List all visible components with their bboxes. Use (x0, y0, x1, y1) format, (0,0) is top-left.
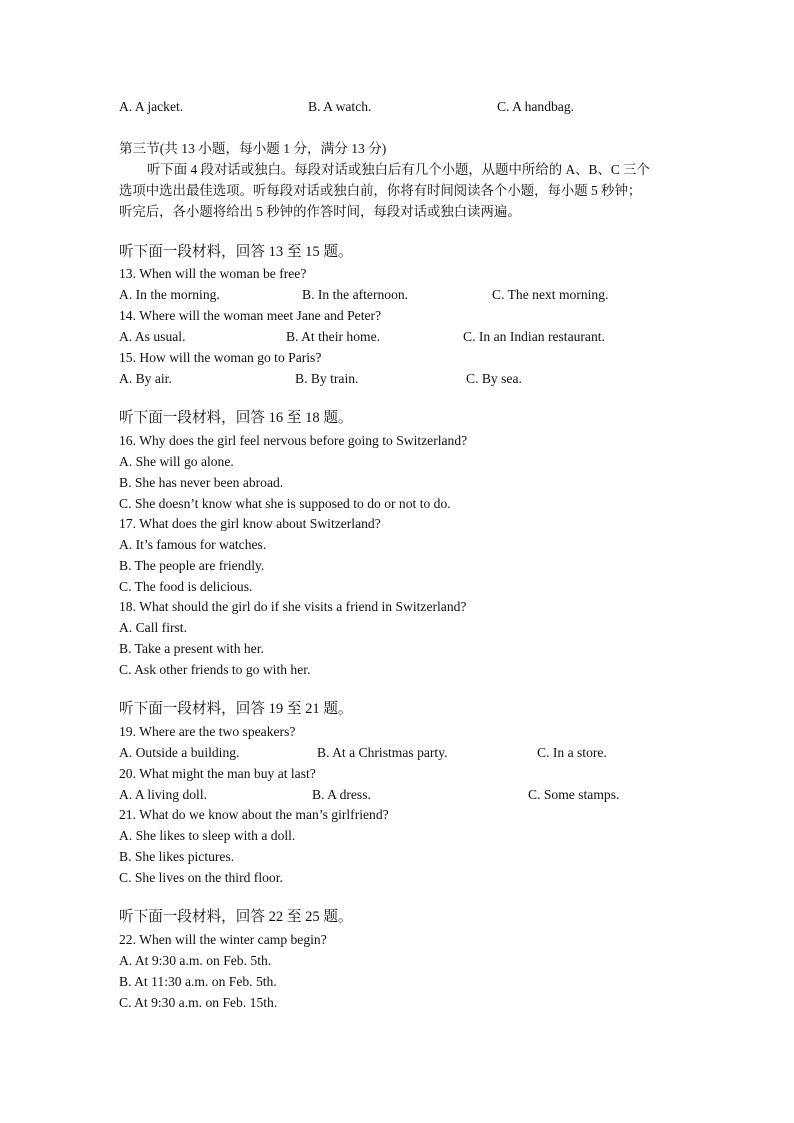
section-title: 第三节(共 13 小题，每小题 1 分，满分 13 分) (119, 141, 387, 156)
question-19: 19. Where are the two speakers? (119, 724, 296, 739)
option-b: B. A dress. (312, 787, 371, 802)
instruction-line-1: 听下面 4 段对话或独白。每段对话或独白后有几个小题，从题中所给的 A、B、C 三个 (147, 162, 650, 177)
question-21: 21. What do we know about the man’s girlfriend? (119, 807, 389, 822)
question-14-options (119, 327, 679, 347)
question-13-options (119, 285, 679, 305)
question-18-option-b: B. Take a present with her. (119, 641, 264, 656)
option-a: A. By air. (119, 371, 172, 386)
option-b: B. In the afternoon. (302, 287, 409, 302)
group-heading-22-25: 听下面一段材料，回答 22 至 25 题。 (119, 909, 353, 925)
question-17-option-a: A. It’s famous for watches. (119, 537, 267, 552)
question-17-option-b: B. The people are friendly. (119, 558, 265, 573)
question-21-option-a: A. She likes to sleep with a doll. (119, 828, 296, 843)
question-16-option-b: B. She has never been abroad. (119, 475, 284, 490)
question-22: 22. When will the winter camp begin? (119, 932, 327, 947)
group-heading-19-21: 听下面一段材料，回答 19 至 21 题。 (119, 701, 353, 717)
option-a: A. As usual. (119, 329, 186, 344)
option-b: B. At their home. (286, 329, 381, 344)
option-a: A. Outside a building. (119, 745, 240, 760)
group-heading-16-18: 听下面一段材料，回答 16 至 18 题。 (119, 410, 353, 426)
option-c: C. Some stamps. (528, 787, 620, 802)
option-c: C. The next morning. (492, 287, 609, 302)
option-a: A. A jacket. (119, 99, 184, 114)
question-22-option-c: C. At 9:30 a.m. on Feb. 15th. (119, 995, 278, 1010)
option-b: B. A watch. (308, 99, 372, 114)
question-21-option-c: C. She lives on the third floor. (119, 870, 283, 885)
question-19-options (119, 743, 679, 763)
prev-question-options (119, 97, 679, 117)
question-16: 16. Why does the girl feel nervous before going to Switzerland? (119, 433, 468, 448)
option-c: C. In an Indian restaurant. (463, 329, 605, 344)
question-14: 14. Where will the woman meet Jane and Peter? (119, 308, 382, 323)
group-heading-13-15: 听下面一段材料，回答 13 至 15 题。 (119, 244, 353, 260)
option-b: B. At a Christmas party. (317, 745, 448, 760)
question-17: 17. What does the girl know about Switzerland? (119, 516, 381, 531)
option-a: A. In the morning. (119, 287, 220, 302)
question-18-option-c: C. Ask other friends to go with her. (119, 662, 311, 677)
question-18-option-a: A. Call first. (119, 620, 187, 635)
instruction-line-3: 听完后，各小题将给出 5 秒钟的作答时间，每段对话或独白读两遍。 (119, 204, 521, 219)
option-b: B. By train. (295, 371, 359, 386)
question-17-option-c: C. The food is delicious. (119, 579, 253, 594)
instruction-line-2: 选项中选出最佳选项。听每段对话或独白前，你将有时间阅读各个小题，每小题 5 秒钟； (119, 183, 642, 198)
question-20-options (119, 785, 679, 805)
question-15-options (119, 369, 679, 389)
option-c: C. A handbag. (497, 99, 575, 114)
question-22-option-a: A. At 9:30 a.m. on Feb. 5th. (119, 953, 272, 968)
question-15: 15. How will the woman go to Paris? (119, 350, 322, 365)
question-22-option-b: B. At 11:30 a.m. on Feb. 5th. (119, 974, 277, 989)
question-16-option-a: A. She will go alone. (119, 454, 234, 469)
question-16-option-c: C. She doesn’t know what she is supposed to do or not to do. (119, 496, 451, 511)
option-a: A. A living doll. (119, 787, 207, 802)
option-c: C. By sea. (466, 371, 522, 386)
option-c: C. In a store. (537, 745, 607, 760)
question-13: 13. When will the woman be free? (119, 266, 307, 281)
section-instructions (119, 159, 679, 222)
question-21-option-b: B. She likes pictures. (119, 849, 235, 864)
question-18: 18. What should the girl do if she visits a friend in Switzerland? (119, 599, 467, 614)
question-20: 20. What might the man buy at last? (119, 766, 316, 781)
